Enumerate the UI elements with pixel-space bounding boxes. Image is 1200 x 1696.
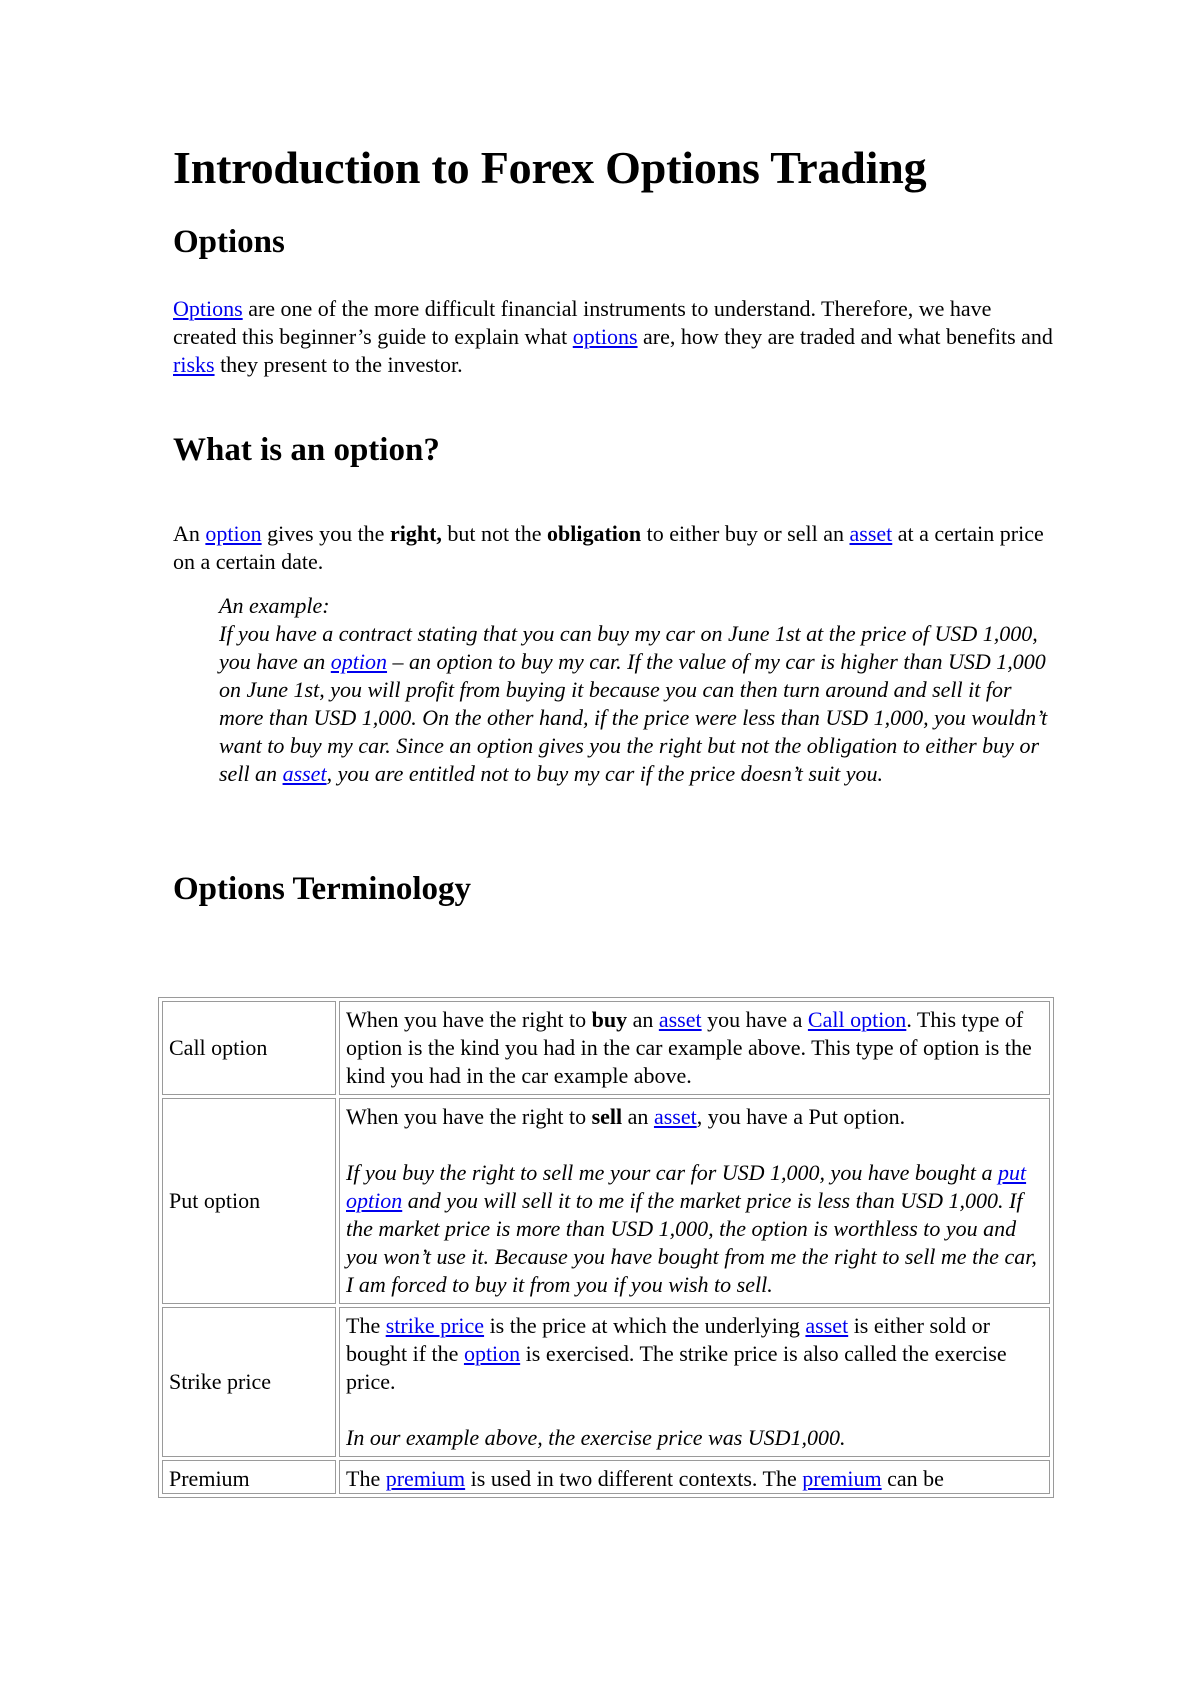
- def-bold-obligation: obligation: [547, 521, 642, 547]
- premium-link-2[interactable]: premium: [802, 1466, 882, 1491]
- section-heading-terminology: Options Terminology: [173, 871, 471, 908]
- strike-link-option[interactable]: option: [463, 1341, 521, 1366]
- put-description: [346, 1103, 1043, 1131]
- link-asset[interactable]: asset: [849, 521, 893, 547]
- link-options[interactable]: Options: [173, 295, 243, 321]
- call-text-1: When you have the right to: [346, 1007, 592, 1032]
- call-text-2: an: [627, 1007, 659, 1032]
- call-bold-buy: buy: [591, 1007, 628, 1032]
- call-text-4: . This type of option is the kind you had in the car example above. This type of option is the kind you had in the car example above.: [346, 1007, 1032, 1088]
- table-row-put-option: [162, 1098, 1050, 1304]
- example-link-option[interactable]: option: [330, 649, 388, 675]
- document-page: [169, 140, 1053, 1491]
- intro-text-2: are, how they are traded and what benefits and: [637, 323, 1053, 349]
- term-cell: Call option: [162, 1001, 336, 1095]
- premium-link-1[interactable]: premium: [385, 1466, 466, 1491]
- call-description: [346, 1006, 1043, 1090]
- term-cell: Put option: [162, 1098, 336, 1304]
- put-example-text-2: and you will sell it to me if the market price is less than USD 1,000. If the market price is more than USD 1,000, the option is worthless to you and you won’t use it. Because you have bought from me the right to sell me the car, I am forced to buy it from you if you wish to sell.: [346, 1188, 1037, 1297]
- def-text-1: An: [173, 521, 206, 547]
- put-text-1: When you have the right to: [346, 1104, 592, 1129]
- def-text-2: gives you the: [261, 521, 390, 547]
- strike-description: [346, 1312, 1043, 1396]
- table-row-premium: [162, 1460, 1050, 1494]
- put-example-text-1: If you buy the right to sell me your car for USD 1,000, you have bought a: [346, 1160, 998, 1185]
- description-cell: [339, 1460, 1050, 1494]
- put-example: [346, 1159, 1043, 1299]
- page-title: Introduction to Forex Options Trading: [173, 142, 927, 193]
- strike-text-3: is either sold or bought if the: [346, 1313, 990, 1366]
- strike-example: In our example above, the exercise price was USD1,000.: [346, 1425, 846, 1450]
- description-cell: [339, 1098, 1050, 1304]
- def-bold-right: right,: [389, 521, 442, 547]
- example-link-asset[interactable]: asset: [282, 761, 327, 787]
- strike-link-asset[interactable]: asset: [805, 1313, 849, 1338]
- intro-paragraph: [173, 295, 1053, 379]
- call-text-3: you have a: [701, 1007, 808, 1032]
- premium-description: [346, 1465, 1043, 1493]
- strike-text-4: is exercised. The strike price is also called the exercise price.: [346, 1341, 1007, 1394]
- call-link-call-option[interactable]: Call option: [807, 1007, 907, 1032]
- strike-text-1: The: [346, 1313, 386, 1338]
- link-risks[interactable]: risks: [173, 351, 215, 377]
- def-text-4: to either buy or sell an: [641, 521, 850, 547]
- strike-link-strike-price[interactable]: strike price: [385, 1313, 485, 1338]
- put-link-asset[interactable]: asset: [653, 1104, 697, 1129]
- definition-paragraph: [173, 520, 1053, 576]
- example-text-3: , you are entitled not to buy my car if the price doesn’t suit you.: [326, 761, 883, 787]
- description-cell: [339, 1307, 1050, 1457]
- premium-text-1: The: [346, 1466, 386, 1491]
- link-option[interactable]: option: [205, 521, 262, 547]
- section-heading-what-is-option: What is an option?: [173, 431, 440, 468]
- strike-text-2: is the price at which the underlying: [484, 1313, 806, 1338]
- section-heading-options: Options: [173, 224, 285, 261]
- put-text-3: , you have a Put option.: [696, 1104, 906, 1129]
- def-text-5: at a certain price on a certain date.: [173, 521, 1044, 575]
- intro-text-3: they present to the investor.: [214, 351, 463, 377]
- link-options-2[interactable]: options: [572, 323, 638, 349]
- call-link-asset[interactable]: asset: [658, 1007, 702, 1032]
- intro-text-1: are one of the more difficult financial instruments to understand. Therefore, we have created this beginner’s guide to explain what: [173, 295, 992, 349]
- term-cell: Strike price: [162, 1307, 336, 1457]
- table-row-strike-price: [162, 1307, 1050, 1457]
- example-text-1: If you have a contract stating that you can buy my car on June 1st at the price of USD 1,000, you have an: [219, 621, 1038, 675]
- terminology-table: [158, 997, 1054, 1498]
- example-block: [219, 592, 1053, 788]
- premium-text-2: is used in two different contexts. The: [465, 1466, 803, 1491]
- table-row-call-option: [162, 1001, 1050, 1095]
- example-label: An example:: [219, 593, 330, 619]
- example-text-2: – an option to buy my car. If the value of my car is higher than USD 1,000 on June 1st, you will profit from buying it because you can then turn around and sell it for more than USD 1,000. On the other hand, if the price were less than USD 1,000, you wouldn’t want to buy my car. Since an option gives you the right but not the obligation to either buy or sell an: [219, 649, 1048, 787]
- put-link-put-option[interactable]: put option: [346, 1160, 1027, 1213]
- description-cell: [339, 1001, 1050, 1095]
- premium-text-3: can be: [881, 1466, 944, 1491]
- put-bold-sell: sell: [591, 1104, 623, 1129]
- def-text-3: but not the: [441, 521, 548, 547]
- term-cell: Premium: [162, 1460, 336, 1494]
- put-text-2: an: [622, 1104, 654, 1129]
